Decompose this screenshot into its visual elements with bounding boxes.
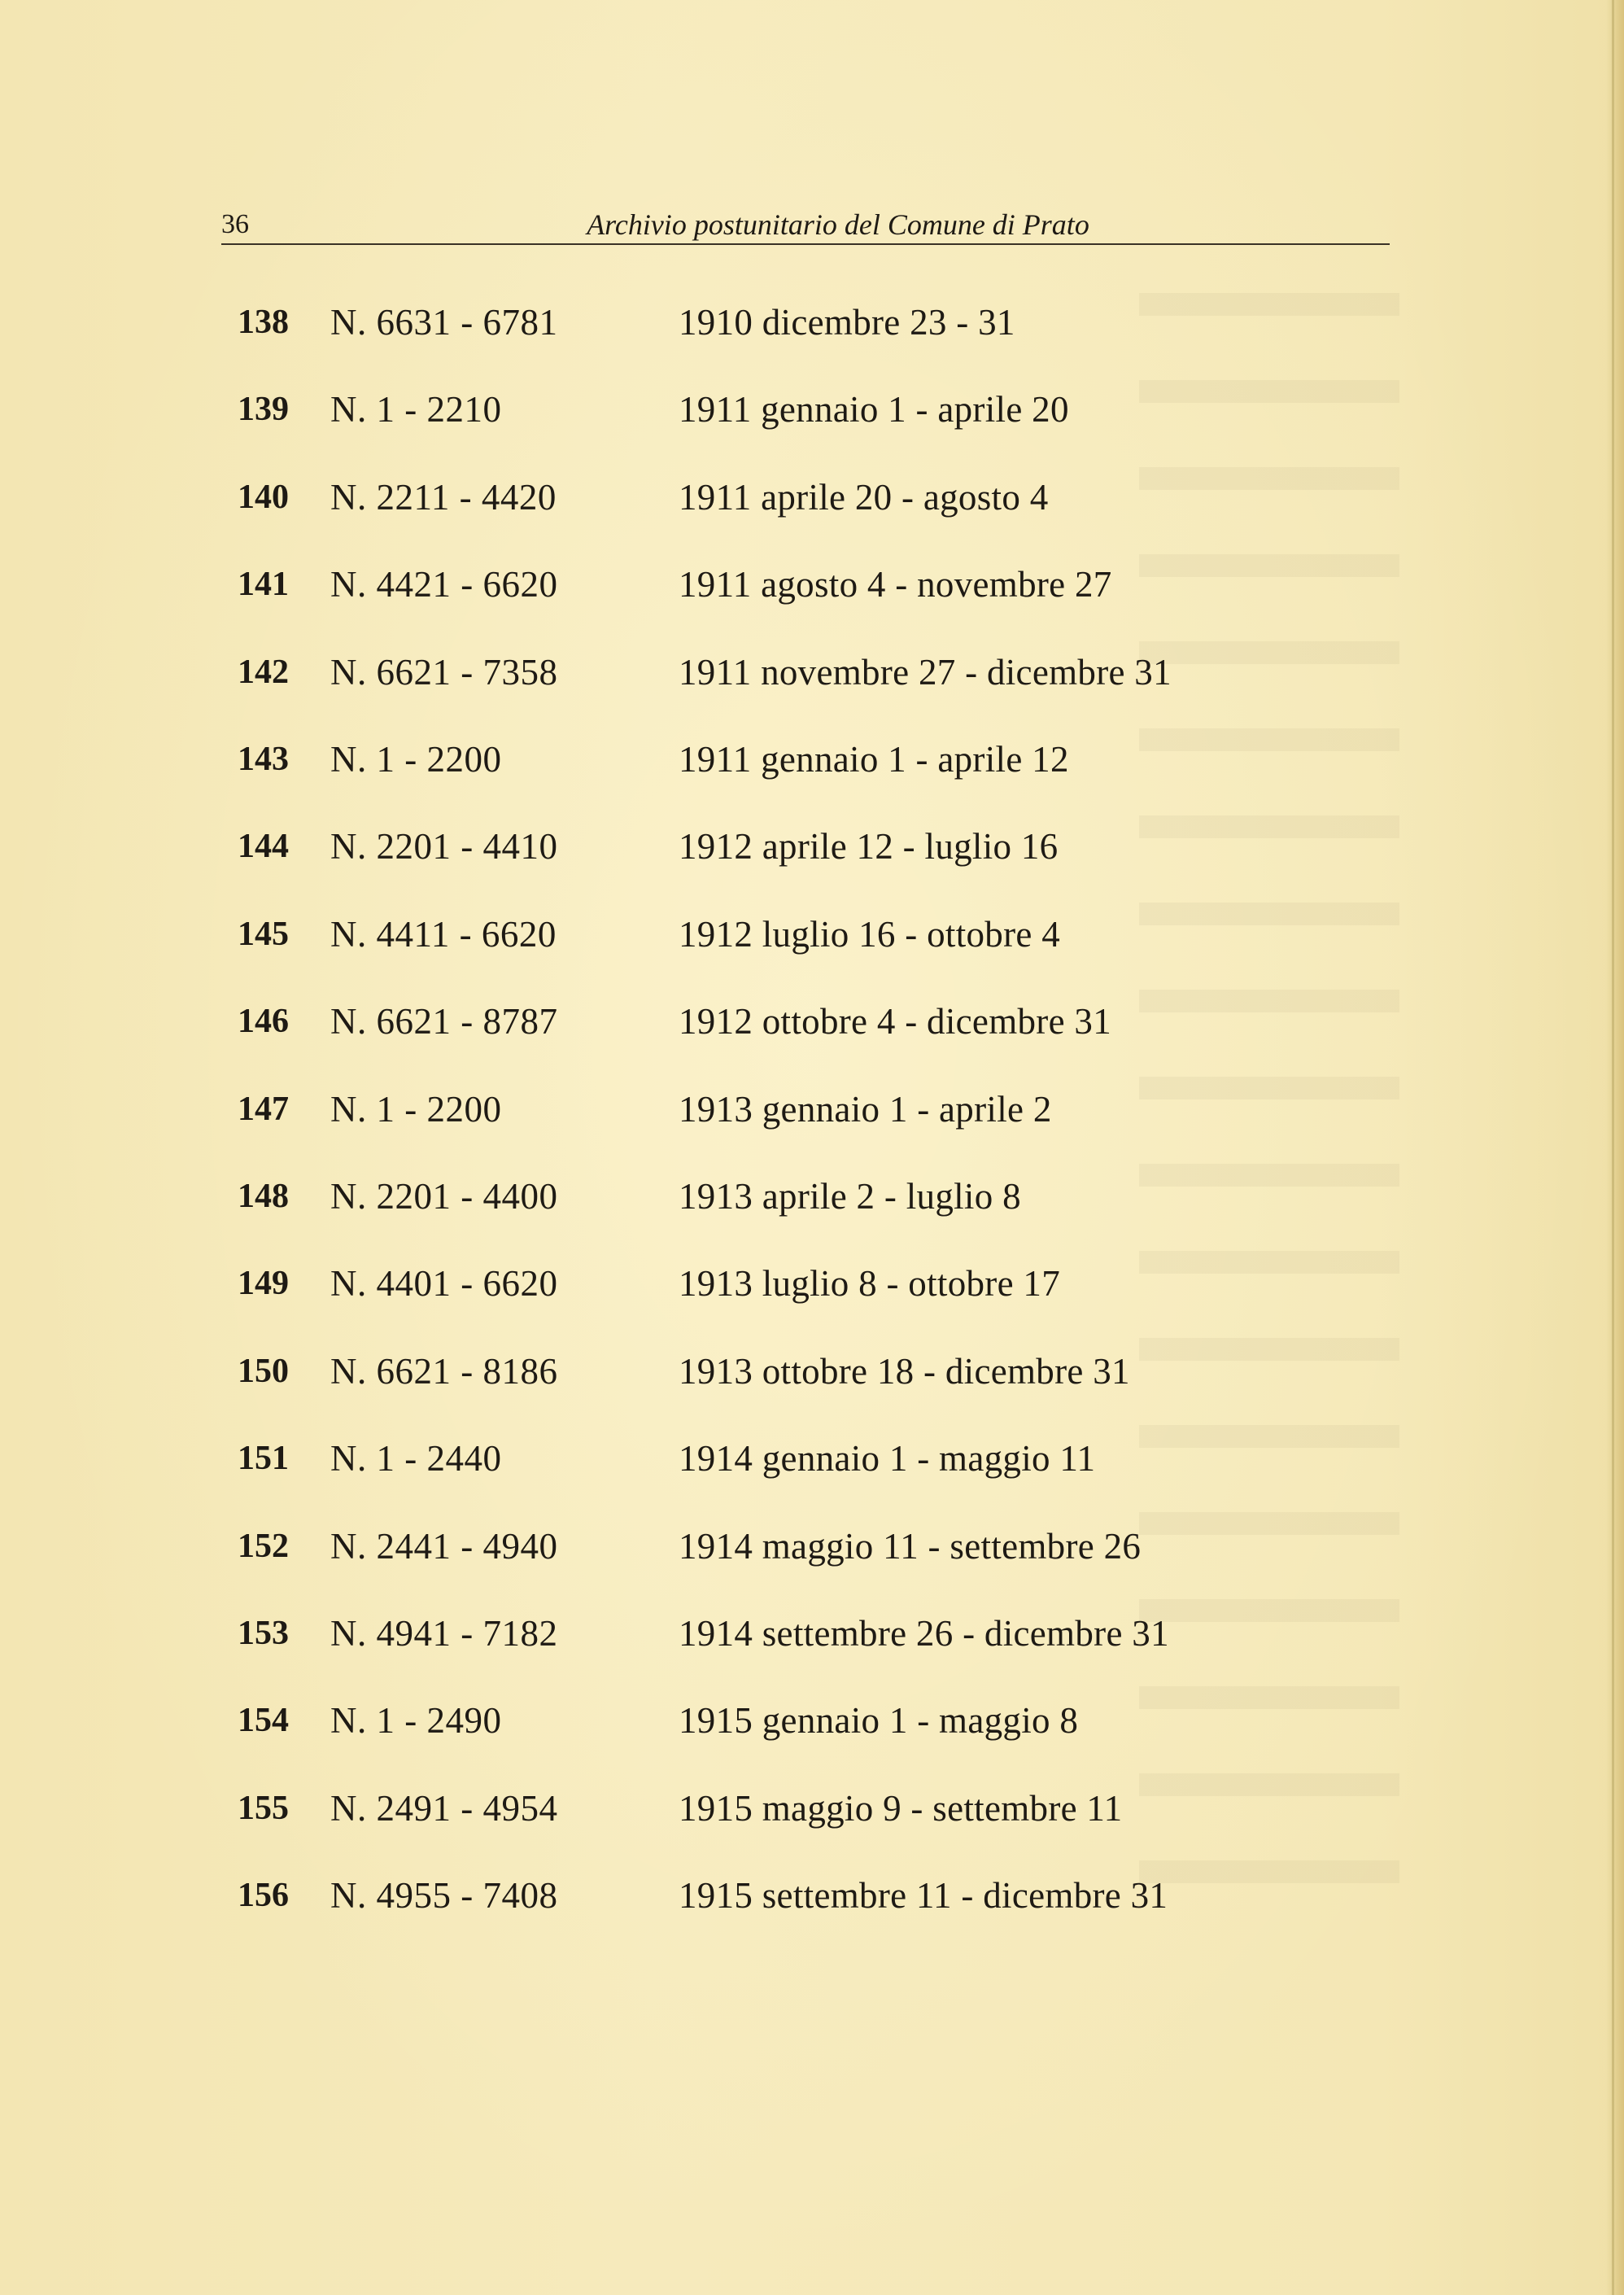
entry-range: N. 1 - 2200 [330,1089,502,1130]
entry-range: N. 2491 - 4954 [330,1788,558,1829]
list-item [0,1081,1465,1138]
list-item [0,1780,1465,1837]
entry-date: 1914 maggio 11 - settembre 26 [679,1526,1142,1567]
entry-range: N. 1 - 2440 [330,1438,502,1479]
entry-date: 1911 agosto 4 - novembre 27 [679,564,1112,605]
list-item [0,469,1465,526]
entry-number: 143 [238,741,289,778]
entry-date: 1913 aprile 2 - luglio 8 [679,1176,1021,1217]
entry-range: N. 6621 - 8787 [330,1001,558,1042]
entry-range: N. 4421 - 6620 [330,564,558,605]
entry-date: 1911 gennaio 1 - aprile 12 [679,739,1069,780]
entry-number: 139 [238,391,289,428]
entry-number: 152 [238,1528,289,1565]
entry-number: 150 [238,1353,289,1390]
entry-range: N. 1 - 2210 [330,389,502,430]
entry-range: N. 2211 - 4420 [330,477,557,518]
page-header [221,203,1390,246]
entry-date: 1910 dicembre 23 - 31 [679,302,1015,343]
entry-range: N. 4401 - 6620 [330,1263,558,1304]
entry-number: 153 [238,1615,289,1652]
running-title: Archivio postunitario del Comune di Prato [587,208,1089,241]
list-item [0,731,1465,788]
entry-date: 1912 luglio 16 - ottobre 4 [679,914,1061,955]
entry-range: N. 6621 - 7358 [330,652,558,693]
list-item [0,1343,1465,1400]
entry-number: 142 [238,654,289,691]
entry-number: 154 [238,1702,289,1739]
entry-range: N. 1 - 2490 [330,1700,502,1741]
list-item [0,1255,1465,1312]
entry-number: 144 [238,828,289,865]
entry-range: N. 6621 - 8186 [330,1351,558,1392]
entry-number: 156 [238,1877,289,1914]
list-item [0,294,1465,351]
list-item [0,1692,1465,1749]
header-rule [221,243,1390,245]
entry-number: 145 [238,916,289,953]
entry-number: 141 [238,566,289,603]
entry-number: 138 [238,304,289,341]
entry-date: 1913 gennaio 1 - aprile 2 [679,1089,1052,1130]
entry-number: 149 [238,1265,289,1302]
list-item [0,1605,1465,1662]
list-item [0,644,1465,701]
entry-date: 1915 settembre 11 - dicembre 31 [679,1875,1168,1916]
entry-date: 1914 settembre 26 - dicembre 31 [679,1613,1169,1654]
list-item [0,1867,1465,1924]
entry-number: 147 [238,1091,289,1128]
entry-date: 1914 gennaio 1 - maggio 11 [679,1438,1096,1479]
entry-range: N. 4411 - 6620 [330,914,557,955]
entry-date: 1915 maggio 9 - settembre 11 [679,1788,1123,1829]
entry-range: N. 2441 - 4940 [330,1526,558,1567]
entry-number: 148 [238,1178,289,1215]
page-number: 36 [221,209,249,239]
list-item [0,556,1465,613]
entry-date: 1911 aprile 20 - agosto 4 [679,477,1049,518]
entry-date: 1913 luglio 8 - ottobre 17 [679,1263,1061,1304]
list-item [0,1168,1465,1225]
entry-date: 1912 aprile 12 - luglio 16 [679,826,1059,867]
list-item [0,993,1465,1050]
entry-range: N. 4955 - 7408 [330,1875,558,1916]
entry-date: 1911 gennaio 1 - aprile 20 [679,389,1069,430]
entry-date: 1915 gennaio 1 - maggio 8 [679,1700,1079,1741]
page-edge [1606,0,1624,2295]
entry-range: N. 4941 - 7182 [330,1613,558,1654]
entry-number: 155 [238,1790,289,1827]
list-item [0,381,1465,438]
entry-range: N. 6631 - 6781 [330,302,558,343]
page-edge-line [1612,0,1614,2295]
list-item [0,818,1465,875]
entry-number: 140 [238,479,289,516]
entry-range: N. 2201 - 4410 [330,826,558,867]
list-item [0,1430,1465,1487]
entry-number: 146 [238,1003,289,1040]
entry-date: 1913 ottobre 18 - dicembre 31 [679,1351,1130,1392]
list-item [0,906,1465,963]
entry-date: 1912 ottobre 4 - dicembre 31 [679,1001,1112,1042]
list-item [0,1518,1465,1575]
entry-range: N. 2201 - 4400 [330,1176,558,1217]
entry-number: 151 [238,1440,289,1477]
entry-date: 1911 novembre 27 - dicembre 31 [679,652,1172,693]
entry-range: N. 1 - 2200 [330,739,502,780]
